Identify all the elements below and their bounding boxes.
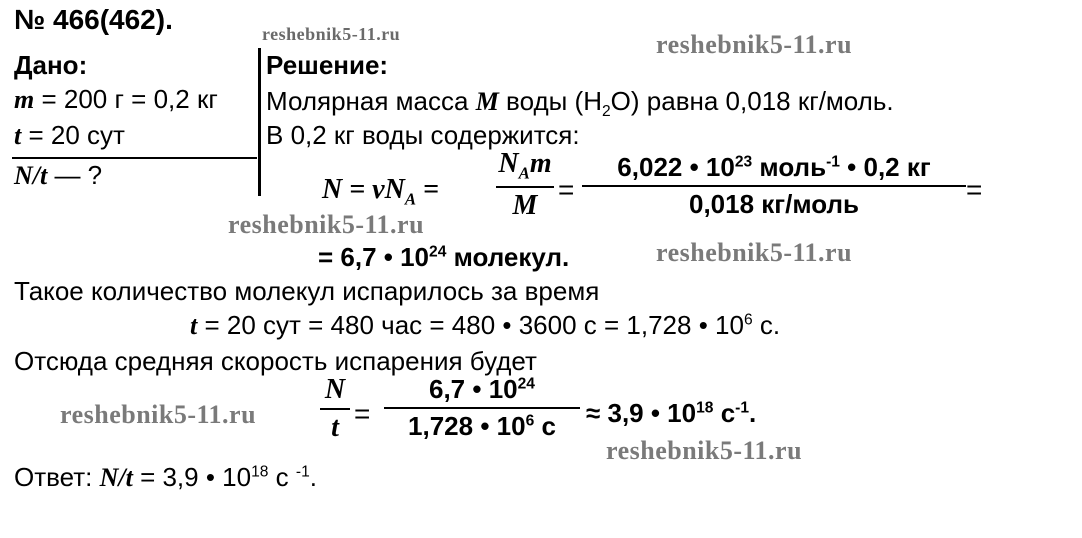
eq2-equals: = <box>354 398 371 429</box>
eq2-fraction-2: 6,7 • $10^{24}$ 1,728 • $10^6$ с <box>384 374 580 442</box>
watermark: reshebnik5-11.ru <box>606 436 803 465</box>
eq1-trailing-equals: = <box>966 174 983 205</box>
solution-line-contains: В 0,2 кг воды содержится: <box>266 120 580 150</box>
given-find: N/t — ? <box>14 160 103 190</box>
eq2-approx: ≈ 3,9 • $10^{18}$ $с^{-1}$. <box>586 398 757 428</box>
watermark: reshebnik5-11.ru <box>656 238 853 267</box>
solution-line-molar-mass: Молярная масса M воды $(H_2O)$ равна 0,018 кг/моль. <box>266 86 894 121</box>
eq1-fraction-2: 6,022 • $10^{23}$ моль$^{-1}$ • 0,2 кг 0,018 кг/моль <box>582 152 966 220</box>
given-separator <box>258 48 261 196</box>
solution-title: Решение: <box>266 50 389 80</box>
line-average-rate: Отсюда средняя скорость испарения будет <box>14 346 537 376</box>
eq1-equals: = <box>558 174 575 205</box>
watermark: reshebnik5-11.ru <box>228 210 425 239</box>
watermark: reshebnik5-11.ru <box>262 24 401 44</box>
eq1-fraction-1: $N_Am$ M <box>496 148 554 222</box>
given-line-time: t = 20 сут <box>14 120 125 150</box>
given-divider <box>12 157 257 159</box>
eq2-fraction-1: N t <box>320 374 350 444</box>
problem-number: № 466(462). <box>14 4 173 35</box>
line-time-conversion: t = 20 сут = 480 час = 480 • 3600 с = 1,728 • $10^6$ с. <box>190 310 781 340</box>
given-line-mass: m = 200 г = 0,2 кг <box>14 84 218 114</box>
eq1-lhs: $N = \nu N_A$ = <box>322 174 439 209</box>
watermark: reshebnik5-11.ru <box>60 400 257 429</box>
answer: Ответ: N/t = 3,9 • $10^{18}$ с $^{-1}$. <box>14 462 318 492</box>
watermark: reshebnik5-11.ru <box>656 30 853 59</box>
result-molecules: = 6,7 • $10^{24}$ молекул. <box>318 242 570 272</box>
given-title: Дано: <box>14 50 88 80</box>
line-evaporated-time: Такое количество молекул испарилось за время <box>14 276 600 306</box>
